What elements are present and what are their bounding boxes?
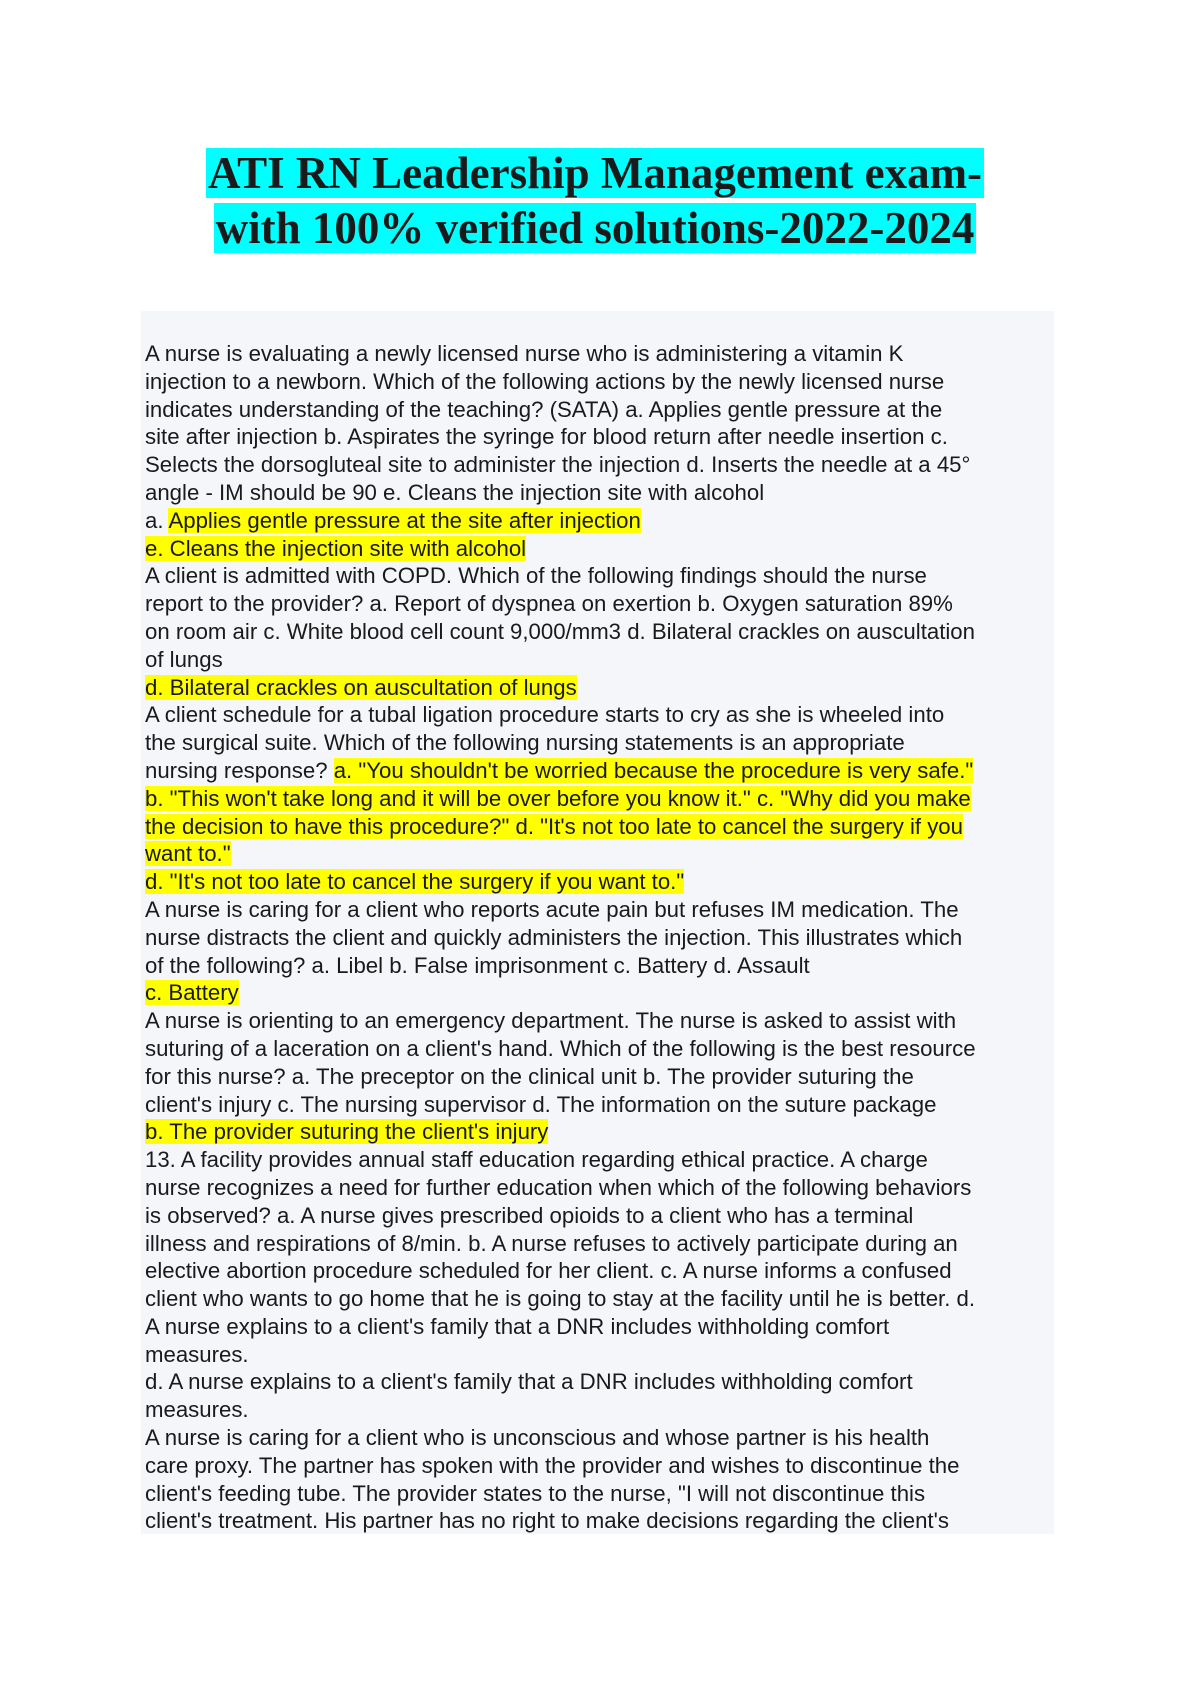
text-line bbox=[145, 396, 1050, 424]
text-line bbox=[145, 813, 1050, 841]
line-text: is observed? a. A nurse gives prescribed opioids to a client who has a terminal bbox=[145, 1202, 914, 1228]
text-line bbox=[145, 1396, 1050, 1424]
title-heading bbox=[0, 146, 1190, 256]
line-text: 13. A facility provides annual staff education regarding ethical practice. A charge bbox=[145, 1147, 928, 1173]
text-line bbox=[145, 1035, 1050, 1063]
text-line bbox=[145, 1202, 1050, 1230]
text-line bbox=[145, 1257, 1050, 1285]
text-line bbox=[145, 924, 1050, 952]
text-line bbox=[145, 729, 1050, 757]
line-text: A nurse is caring for a client who reports acute pain but refuses IM medication. The bbox=[145, 896, 959, 922]
text-line bbox=[145, 590, 1050, 618]
text-line bbox=[145, 1091, 1050, 1119]
text-line bbox=[145, 535, 1050, 563]
line-text: A client is admitted with COPD. Which of the following findings should the nurse bbox=[145, 563, 927, 589]
text-line bbox=[145, 1507, 1050, 1534]
line-text: angle - IM should be 90 e. Cleans the injection site with alcohol bbox=[145, 479, 765, 505]
line-text: of the following? a. Libel b. False imprisonment c. Battery d. Assault bbox=[145, 952, 810, 978]
line-text: Selects the dorsogluteal site to administer the injection d. Inserts the needle at a 45° bbox=[145, 452, 971, 478]
line-text: elective abortion procedure scheduled for her client. c. A nurse informs a confused bbox=[145, 1258, 952, 1284]
line-text: indicates understanding of the teaching? (SATA) a. Applies gentle pressure at the bbox=[145, 396, 943, 422]
line-text: A nurse is evaluating a newly licensed nurse who is administering a vitamin K bbox=[145, 341, 904, 366]
line-text: A nurse is caring for a client who is unconscious and whose partner is his health bbox=[145, 1425, 930, 1451]
line-text: client who wants to go home that he is going to stay at the facility until he is better. d. bbox=[145, 1286, 976, 1312]
question-answer-body bbox=[141, 311, 1054, 1534]
highlighted-answer: b. "This won't take long and it will be over before you know it." c. "Why did you make bbox=[145, 785, 971, 811]
text-line bbox=[145, 479, 1050, 507]
text-line bbox=[145, 757, 1050, 785]
line-text: d. A nurse explains to a client's family that a DNR includes withholding comfort bbox=[145, 1369, 913, 1395]
highlighted-answer: d. Bilateral crackles on auscultation of lungs bbox=[145, 674, 577, 700]
line-text: A client schedule for a tubal ligation procedure starts to cry as she is wheeled into bbox=[145, 702, 945, 728]
line-text: of lungs bbox=[145, 646, 223, 672]
text-line bbox=[145, 896, 1050, 924]
line-text: suturing of a laceration on a client's hand. Which of the following is the best resource bbox=[145, 1035, 976, 1061]
line-text: nursing response? bbox=[145, 757, 334, 783]
text-line bbox=[145, 1007, 1050, 1035]
text-line bbox=[145, 618, 1050, 646]
text-line bbox=[145, 1341, 1050, 1369]
text-line bbox=[145, 368, 1050, 396]
line-text: client's feeding tube. The provider states to the nurse, "I will not discontinue this bbox=[145, 1480, 926, 1506]
line-text: measures. bbox=[145, 1397, 249, 1423]
line-text: client's injury c. The nursing supervisor d. The information on the suture package bbox=[145, 1091, 937, 1117]
line-text: nurse distracts the client and quickly administers the injection. This illustrates which bbox=[145, 924, 963, 950]
text-line bbox=[145, 562, 1050, 590]
text-line bbox=[145, 701, 1050, 729]
text-line bbox=[145, 646, 1050, 674]
line-text: site after injection b. Aspirates the syringe for blood return after needle insertion c. bbox=[145, 424, 948, 450]
text-line bbox=[145, 1285, 1050, 1313]
text-line bbox=[145, 979, 1050, 1007]
text-line bbox=[145, 1480, 1050, 1508]
highlighted-answer: b. The provider suturing the client's injury bbox=[145, 1119, 549, 1145]
line-text: for this nurse? a. The preceptor on the clinical unit b. The provider suturing the bbox=[145, 1063, 914, 1089]
text-line bbox=[145, 1174, 1050, 1202]
title-line-1: ATI RN Leadership Management exam- bbox=[207, 148, 983, 198]
highlighted-answer: c. Battery bbox=[145, 980, 239, 1006]
text-line bbox=[145, 340, 1050, 368]
text-line bbox=[145, 840, 1050, 868]
text-line bbox=[145, 952, 1050, 980]
text-line bbox=[145, 785, 1050, 813]
line-text: A nurse explains to a client's family that a DNR includes withholding comfort bbox=[145, 1313, 890, 1339]
line-text: A nurse is orienting to an emergency department. The nurse is asked to assist with bbox=[145, 1008, 957, 1034]
line-text: nurse recognizes a need for further education when which of the following behaviors bbox=[145, 1174, 972, 1200]
text-line bbox=[145, 1313, 1050, 1341]
text-line bbox=[145, 423, 1050, 451]
text-line bbox=[145, 1118, 1050, 1146]
line-text: care proxy. The partner has spoken with the provider and wishes to discontinue the bbox=[145, 1452, 960, 1478]
line-text: injection to a newborn. Which of the following actions by the newly licensed nurse bbox=[145, 368, 945, 394]
document-title bbox=[0, 146, 1190, 256]
line-text: on room air c. White blood cell count 9,000/mm3 d. Bilateral crackles on auscultation bbox=[145, 618, 975, 644]
text-line bbox=[145, 1452, 1050, 1480]
text-line bbox=[145, 1146, 1050, 1174]
line-text: measures. bbox=[145, 1341, 249, 1367]
highlighted-answer: Applies gentle pressure at the site after injection bbox=[168, 507, 641, 533]
text-line bbox=[145, 1424, 1050, 1452]
line-text: illness and respirations of 8/min. b. A nurse refuses to actively participate during an bbox=[145, 1230, 958, 1256]
line-text: report to the provider? a. Report of dyspnea on exertion b. Oxygen saturation 89% bbox=[145, 591, 953, 617]
text-line bbox=[145, 1368, 1050, 1396]
text-line bbox=[145, 451, 1050, 479]
text-line bbox=[145, 868, 1050, 896]
text-line bbox=[145, 674, 1050, 702]
highlighted-answer: want to." bbox=[145, 841, 231, 867]
text-line bbox=[145, 1230, 1050, 1258]
line-text: a. bbox=[145, 507, 169, 533]
line-text: the surgical suite. Which of the following nursing statements is an appropriate bbox=[145, 730, 905, 756]
text-line bbox=[145, 1063, 1050, 1091]
text-line bbox=[145, 507, 1050, 535]
highlighted-answer: d. "It's not too late to cancel the surgery if you want to." bbox=[145, 869, 685, 895]
line-text: client's treatment. His partner has no right to make decisions regarding the client's bbox=[145, 1508, 949, 1534]
highlighted-answer: the decision to have this procedure?" d. "It's not too late to cancel the surgery if you bbox=[145, 813, 963, 839]
title-line-2: with 100% verified solutions-2022-2024 bbox=[215, 203, 975, 253]
highlighted-answer: a. "You shouldn't be worried because the procedure is very safe." bbox=[333, 757, 974, 783]
highlighted-answer: e. Cleans the injection site with alcohol bbox=[145, 535, 527, 561]
